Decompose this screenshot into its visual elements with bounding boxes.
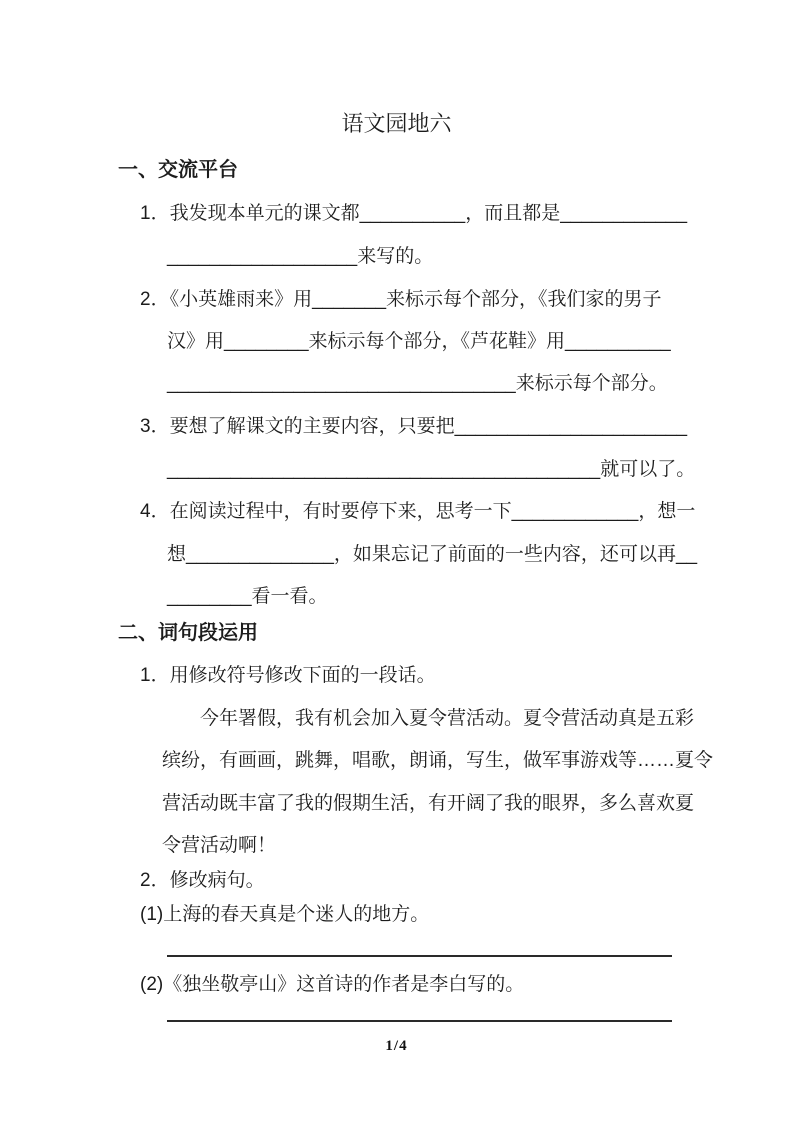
- section1-item4-line2: 想______________，如果忘记了前面的一些内容，还可以再__: [167, 544, 698, 565]
- section1-item2-line3: _________________________________来标示每个部分。: [167, 373, 668, 394]
- paragraph-line3: 营活动既丰富了我的假期生活，有开阔了我的眼界，多么喜欢夏: [162, 793, 695, 814]
- section1-item1-line1: 1．我发现本单元的课文都__________，而且都是____________: [140, 203, 688, 224]
- section1-item3-line1: 3．要想了解课文的主要内容，只要把______________________: [140, 416, 688, 437]
- section1-item3-line2: _________________________________________就可以了。: [167, 459, 696, 480]
- page-title: 语文园地六: [341, 111, 452, 136]
- paragraph-line2: 缤纷，有画画，跳舞，唱歌，朗诵，写生，做军事游戏等……夏令: [162, 750, 714, 771]
- paragraph-line1: 今年署假，我有机会加入夏令营活动。夏令营活动真是五彩: [200, 708, 695, 729]
- section1-item1-line2: __________________来写的。: [167, 246, 434, 267]
- question-1: (1)上海的春天真是个迷人的地方。: [140, 904, 430, 925]
- paragraph-line4: 令营活动啊！: [162, 835, 277, 856]
- section1-item2-line2: 汉》用________来标示每个部分，《芦花鞋》用__________: [167, 331, 671, 352]
- page-number: 1/4: [385, 1038, 408, 1054]
- section2-item1-heading: 1．用修改符号修改下面的一段话。: [140, 665, 436, 686]
- section1-item2-line1: 2．《小英雄雨来》用_______来标示每个部分，《我们家的男子: [140, 289, 662, 310]
- section1-item4-line3: ________看一看。: [167, 586, 328, 607]
- answer-line-2: [167, 1020, 672, 1022]
- question-2: (2)《独坐敬亭山》这首诗的作者是李白写的。: [140, 974, 525, 995]
- section2-item2-heading: 2．修改病句。: [140, 870, 265, 891]
- section2-heading: 二、词句段运用: [118, 622, 258, 644]
- section1-heading: 一、交流平台: [118, 159, 238, 181]
- section1-item4-line1: 4．在阅读过程中，有时要停下来，思考一下____________，想一: [140, 501, 696, 522]
- answer-line-1: [167, 955, 672, 957]
